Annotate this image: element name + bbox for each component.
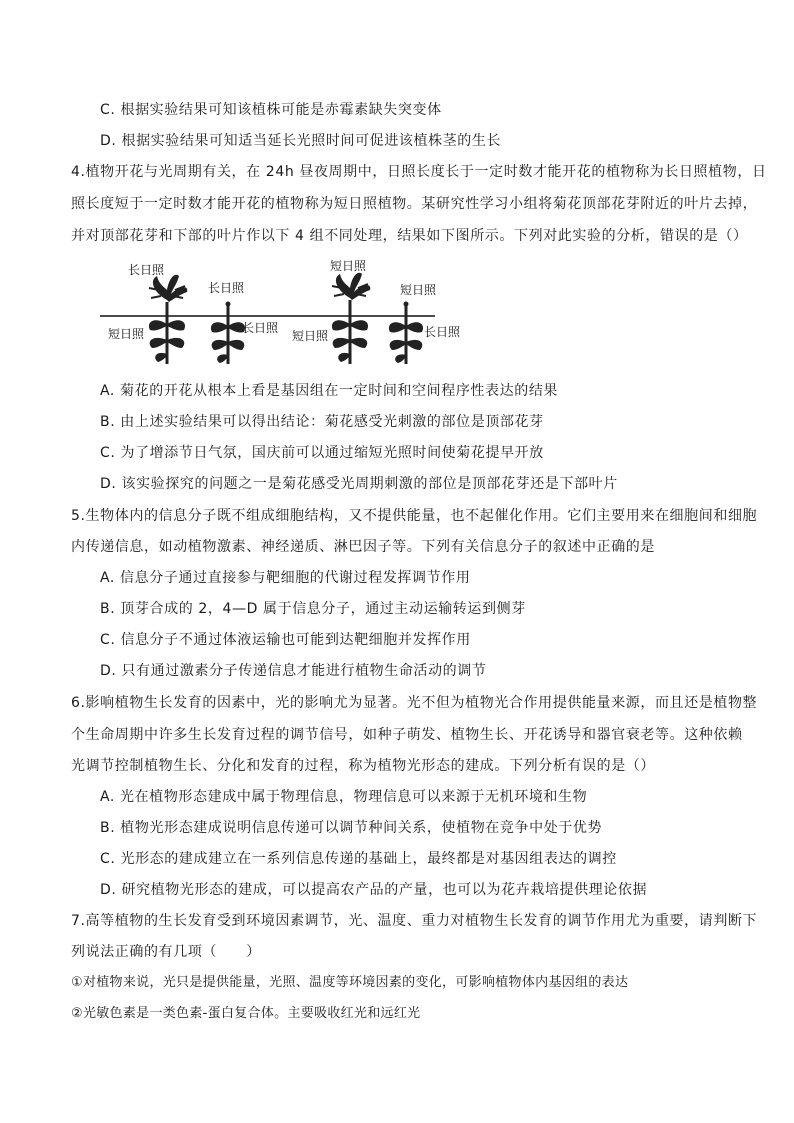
- q3-option-c: C. 根据实验结果可知该植株可能是赤霉素缺失突变体: [100, 102, 442, 118]
- q4-option-d: D. 该实验探究的问题之一是菊花感受光周期刺激的部位是顶部花芽还是下部叶片: [100, 476, 618, 492]
- q5-option-a: A. 信息分子通过直接参与靶细胞的代谢过程发挥调节作用: [100, 570, 471, 586]
- q6-stem-line-3: 光调节控制植物生长、分化和发育的过程，称为植物光形态的建成。下列分析有误的是（）: [71, 758, 655, 774]
- flower-icon: [332, 273, 370, 300]
- chrysanthemum-experiment-figure: [100, 256, 470, 366]
- q4-option-a: A. 菊花的开花从根本上看是基因组在一定时间和空间程序性表达的结果: [100, 383, 559, 399]
- group-4-plant: [389, 302, 423, 365]
- group-1-plant: [149, 275, 187, 364]
- bud-icon: [404, 302, 409, 307]
- g2-top-label: 长日照: [208, 281, 245, 295]
- g1-bottom-label: 短日照: [108, 327, 145, 341]
- q6-option-b: B. 植物光形态建成说明信息传递可以调节种间关系，使植物在竞争中处于优势: [100, 820, 603, 836]
- q5-stem-line-1: 5.生物体内的信息分子既不组成细胞结构，又不提供能量，也不起催化作用。它们主要用来在细胞间和细胞: [71, 508, 758, 524]
- q7-stem-line-1: 7.高等植物的生长发育受到环境因素调节，光、温度、重力对植物生长发育的调节作用尤为重要，请判断下: [71, 913, 758, 929]
- q6-stem-line-1: 6.影响植物生长发育的因素中，光的影响尤为显著。光不但为植物光合作用提供能量来源，而且还是植物整: [71, 695, 758, 711]
- q6-option-a: A. 光在植物形态建成中属于物理信息，物理信息可以来源于无机环境和生物: [100, 789, 588, 805]
- g4-bottom-label: 长日照: [424, 325, 461, 339]
- q4-option-c: C. 为了增添节日气氛，国庆前可以通过缩短光照时间使菊花提早开放: [100, 445, 544, 461]
- g3-top-label: 短日照: [330, 259, 367, 273]
- q4-stem-line-3: 并对顶部花芽和下部的叶片作以下 4 组不同处理，结果如下图所示。下列对此实验的分析，错误的是（）: [71, 228, 748, 244]
- q5-option-c: C. 信息分子不通过体液运输也可能到达靶细胞并发挥作用: [100, 632, 471, 648]
- q7-item-1: ①对植物来说，光只是提供能量，光照、温度等环境因素的变化，可影响植物体内基因组的表达: [71, 975, 629, 990]
- q7-stem-line-2: 列说法正确的有几项（ ）: [71, 944, 261, 960]
- g1-top-label: 长日照: [128, 263, 165, 277]
- group-3-plant: [332, 273, 370, 364]
- g2-bottom-label: 长日照: [242, 321, 279, 335]
- q6-option-d: D. 研究植物光形态的建成，可以提高农产品的产量，也可以为花卉栽培提供理论依据: [100, 882, 648, 898]
- q3-option-d: D. 根据实验结果可知适当延长光照时间可促进该植株茎的生长: [100, 133, 502, 149]
- g4-top-label: 短日照: [400, 283, 437, 297]
- group-2-plant: [211, 302, 245, 365]
- q5-stem-line-2: 内传递信息，如动植物激素、神经递质、淋巴因子等。下列有关信息分子的叙述中正确的是: [71, 539, 655, 555]
- q4-option-b: B. 由上述实验结果可以得出结论：菊花感受光刺激的部位是顶部花芽: [100, 414, 544, 430]
- q6-option-c: C. 光形态的建成建立在一系列信息传递的基础上，最终都是对基因组表达的调控: [100, 851, 617, 867]
- q6-stem-line-2: 个生命周期中许多生长发育过程的调节信号，如种子萌发、植物生长、开花诱导和器官衰老等。这种依赖: [71, 727, 743, 743]
- g3-bottom-label: 短日照: [292, 329, 329, 343]
- q7-item-2: ②光敏色素是一类色素-蛋白复合体。主要吸收红光和远红光: [71, 1006, 421, 1021]
- q4-stem-line-1: 4.植物开花与光周期有关，在 24h 昼夜周期中，日照长度长于一定时数才能开花的植物称为长日照植物，日: [71, 164, 767, 180]
- q5-option-b: B. 顶芽合成的 2，4—D 属于信息分子，通过主动运输转运到侧芽: [100, 601, 526, 617]
- flower-icon: [149, 275, 187, 302]
- q4-stem-line-2: 照长度短于一定时数才能开花的植物称为短日照植物。某研究性学习小组将菊花顶部花芽附近的叶片去掉，: [71, 196, 758, 212]
- q5-option-d: D. 只有通过激素分子传递信息才能进行植物生命活动的调节: [100, 663, 487, 679]
- bud-icon: [226, 302, 231, 307]
